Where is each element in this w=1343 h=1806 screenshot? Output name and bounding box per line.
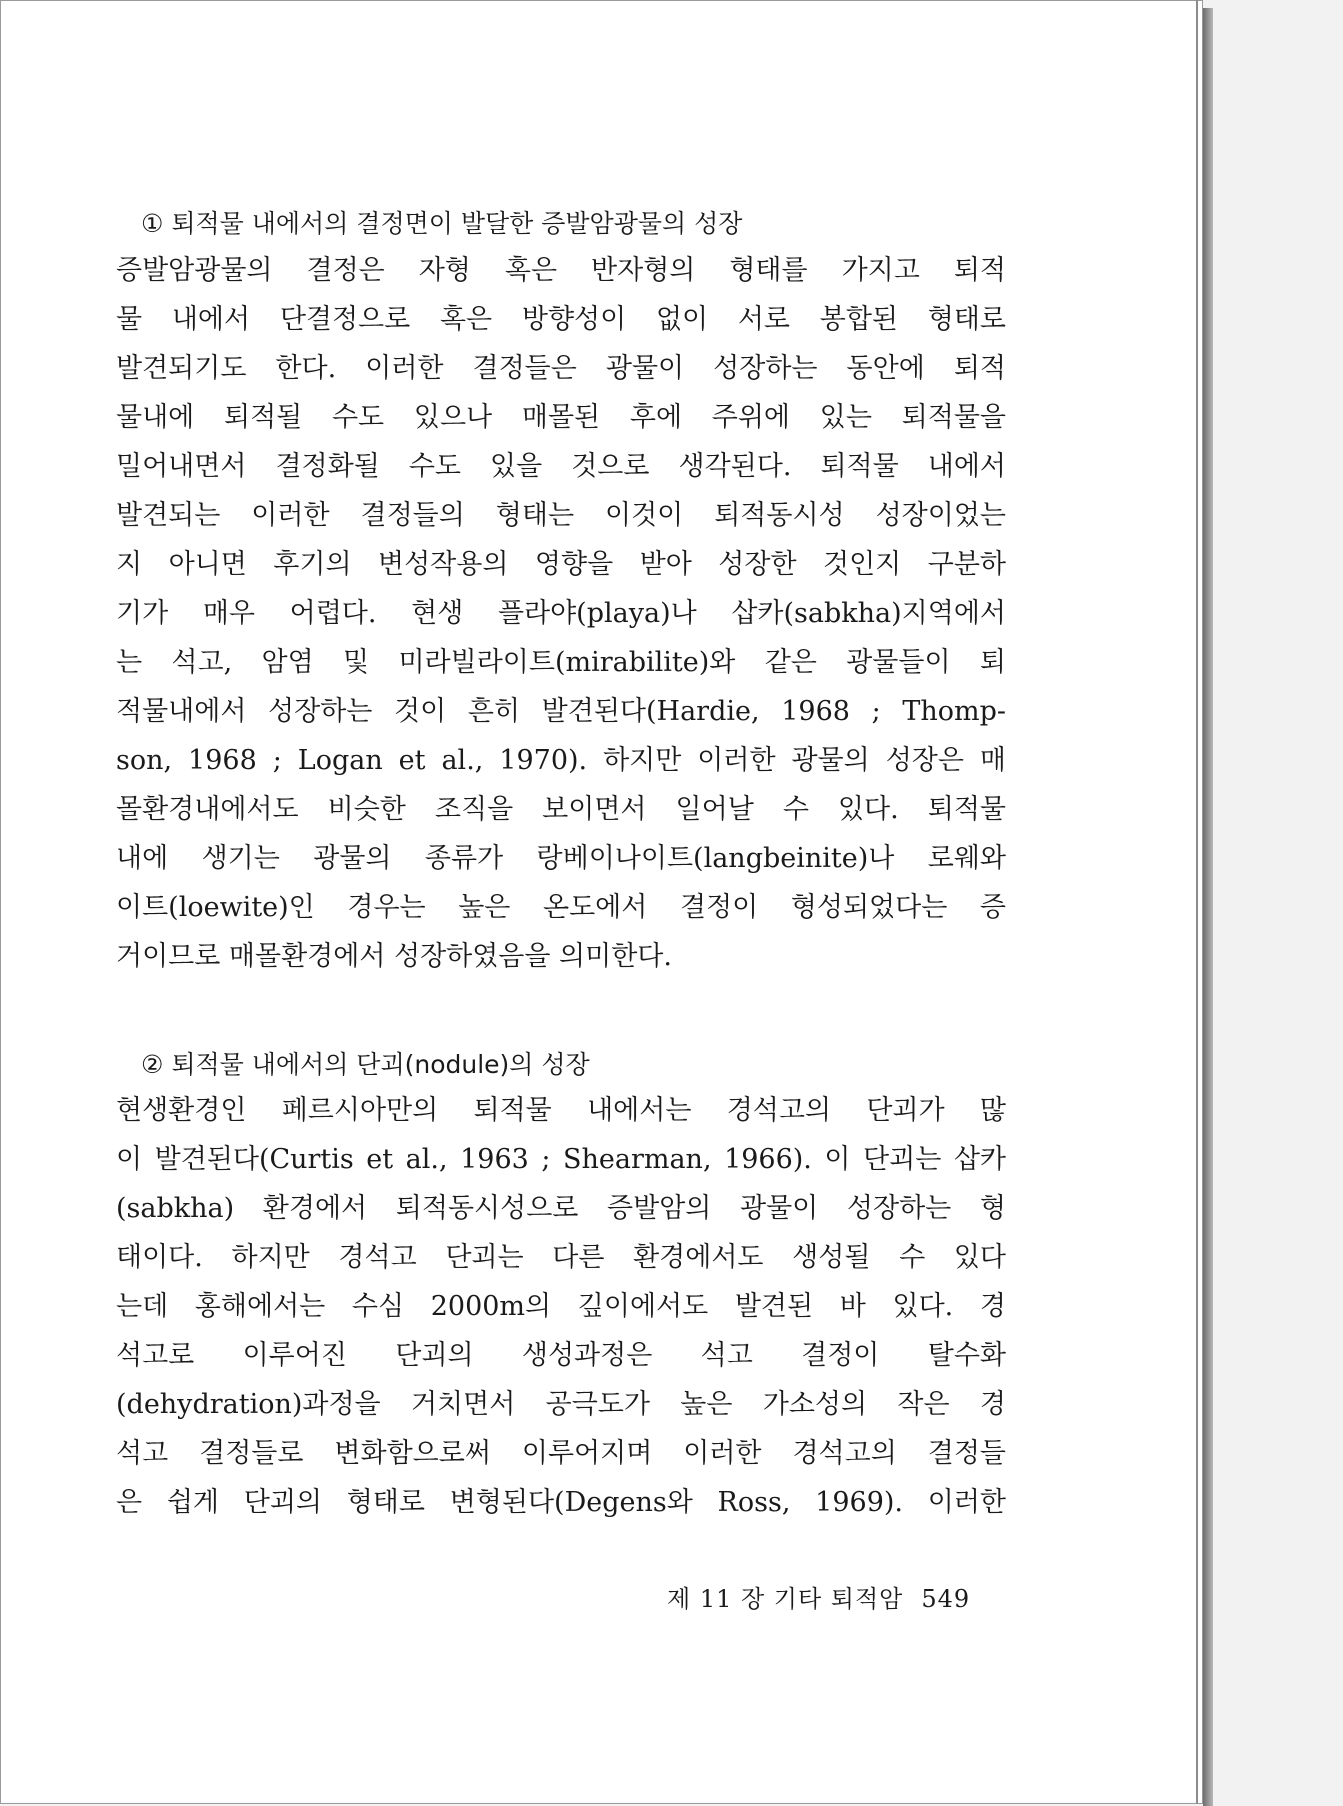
- text-line: 는데 홍해에서는 수심 2000m의 깊이에서도 발견된 바 있다. 경: [116, 1291, 1006, 1322]
- section-1-heading: ① 퇴적물 내에서의 결정면이 발달한 증발암광물의 성장: [141, 209, 743, 238]
- text-line: 발견되기도 한다. 이러한 결정들은 광물이 성장하는 동안에 퇴적: [116, 353, 1006, 384]
- text-line: son, 1968 ; Logan et al., 1970). 하지만 이러한 광물의 성장은 매: [116, 745, 1006, 776]
- text-line: 발견되는 이러한 결정들의 형태는 이것이 퇴적동시성 성장이었는: [116, 500, 1006, 531]
- text-line: 이트(loewite)인 경우는 높은 온도에서 결정이 형성되었다는 증: [116, 892, 1006, 923]
- text-line: (dehydration)과정을 거치면서 공극도가 높은 가소성의 작은 경: [116, 1389, 1006, 1420]
- page-footer: [667, 1579, 970, 1614]
- text-line: 물 내에서 단결정으로 혹은 방향성이 없이 서로 봉합된 형태로: [116, 304, 1006, 335]
- section-2-body: [116, 1086, 1006, 1527]
- text-line: 태이다. 하지만 경석고 단괴는 다른 환경에서도 생성될 수 있다: [116, 1242, 1006, 1273]
- text-line: 현생환경인 페르시아만의 퇴적물 내에서는 경석고의 단괴가 많: [116, 1095, 1006, 1126]
- text-line: 는 석고, 암염 및 미라빌라이트(mirabilite)와 같은 광물들이 퇴: [116, 647, 1006, 678]
- text-line: 물내에 퇴적될 수도 있으나 매몰된 후에 주위에 있는 퇴적물을: [116, 402, 1006, 433]
- text-line: 이 발견된다(Curtis et al., 1963 ; Shearman, 1966). 이 단괴는 삽카: [116, 1144, 1006, 1175]
- text-line: 적물내에서 성장하는 것이 흔히 발견된다(Hardie, 1968 ; Thomp-: [116, 696, 1006, 727]
- text-line: 지 아니면 후기의 변성작용의 영향을 받아 성장한 것인지 구분하: [116, 549, 1006, 580]
- text-line: 증발암광물의 결정은 자형 혹은 반자형의 형태를 가지고 퇴적: [116, 255, 1006, 286]
- text-line: 은 쉽게 단괴의 형태로 변형된다(Degens와 Ross, 1969). 이러한: [116, 1487, 1006, 1518]
- text-line: 석고로 이루어진 단괴의 생성과정은 석고 결정이 탈수화: [116, 1340, 1006, 1371]
- section-1-body: [116, 246, 1006, 981]
- section-2-heading: ② 퇴적물 내에서의 단괴(nodule)의 성장: [141, 1050, 590, 1079]
- text-line: 기가 매우 어렵다. 현생 플라야(playa)나 삽카(sabkha)지역에서: [116, 598, 1006, 629]
- text-line: 몰환경내에서도 비슷한 조직을 보이면서 일어날 수 있다. 퇴적물: [116, 794, 1006, 825]
- page-edge-line: [1196, 0, 1198, 1804]
- text-line: 내에 생기는 광물의 종류가 랑베이나이트(langbeinite)나 로웨와: [116, 843, 1006, 874]
- text-line: (sabkha) 환경에서 퇴적동시성으로 증발암의 광물이 성장하는 형: [116, 1193, 1006, 1224]
- page-number: 549: [921, 1585, 971, 1613]
- text-line: 밀어내면서 결정화될 수도 있을 것으로 생각된다. 퇴적물 내에서: [116, 451, 1006, 482]
- text-line: 거이므로 매몰환경에서 성장하였음을 의미한다.: [116, 941, 672, 972]
- text-line: 석고 결정들로 변화함으로써 이루어지며 이러한 경석고의 결정들: [116, 1438, 1006, 1469]
- chapter-title: 제 11 장 기타 퇴적암: [667, 1585, 904, 1613]
- page-edge-shadow: [1203, 8, 1213, 1806]
